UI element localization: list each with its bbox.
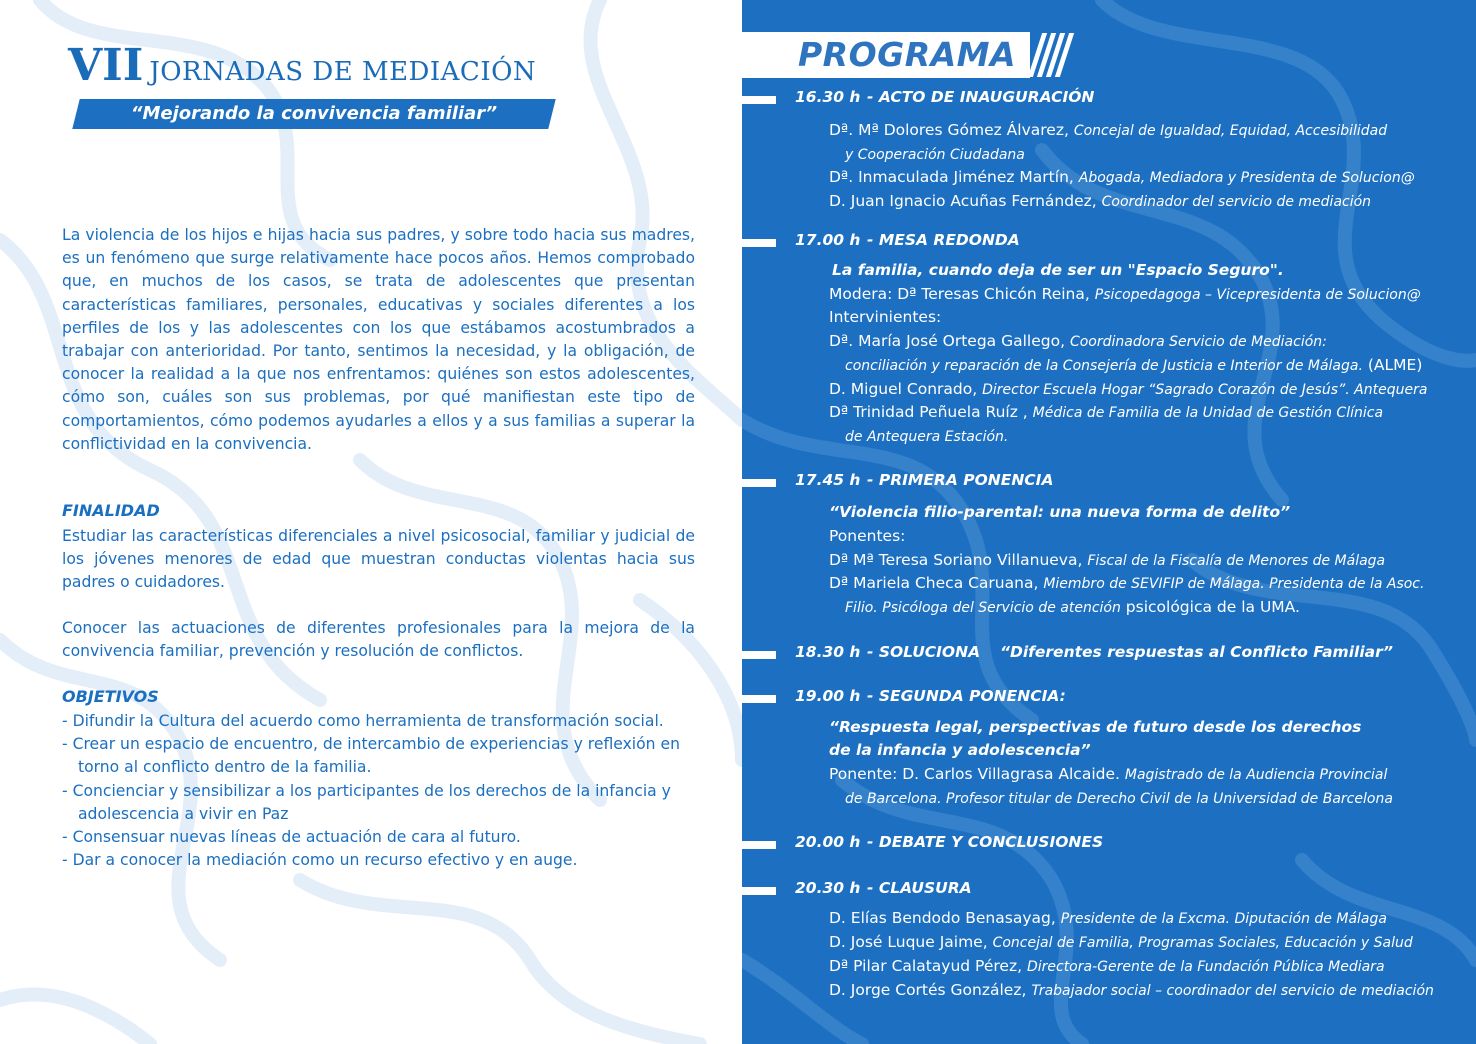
speaker-role: Magistrado de la Audiencia Provincial	[1124, 767, 1388, 783]
speaker-role: de Barcelona. Profesor titular de Derecho Civil de la Universidad de Barcelona	[845, 791, 1393, 807]
speaker-line	[829, 765, 1387, 783]
speaker-line	[845, 598, 1300, 616]
talk-title: “Respuesta legal, perspectivas de futuro desde los derechos	[829, 718, 1362, 736]
speaker-line	[829, 403, 1383, 421]
session-title: - PRIMERA PONENCIA	[867, 471, 1054, 489]
speaker-line	[829, 332, 1327, 350]
finalidad-heading: FINALIDAD	[62, 501, 160, 520]
speaker-org: psicológica de la UMA.	[1125, 598, 1300, 616]
session-time: 19.00 h	[795, 687, 861, 705]
finalidad-block-1	[62, 525, 695, 595]
speaker-line	[829, 168, 1415, 186]
intro-block	[62, 224, 695, 456]
session-time: 20.00 h	[795, 833, 861, 851]
speaker-role: conciliación y reparación de la Consejería de Justicia e Interior de Málaga.	[845, 358, 1363, 374]
session-marker	[742, 887, 776, 895]
objetivo-item: - Dar a conocer la mediación como un recurso efectivo y en auge.	[62, 851, 578, 870]
talk-title-line	[829, 741, 1091, 759]
session-time: 18.30 h	[795, 643, 861, 661]
talk-title-line	[829, 718, 1361, 736]
speaker-role: Filio. Psicóloga del Servicio de atención	[845, 600, 1121, 616]
talk-title-line	[832, 261, 1284, 279]
talk-title-line	[829, 503, 1290, 521]
speaker-name: Dª. Inmaculada Jiménez Martín,	[829, 168, 1074, 186]
speaker-label: Intervinientes:	[829, 308, 942, 326]
session-time: 17.00 h	[795, 231, 861, 249]
speaker-role: de Antequera Estación.	[845, 429, 1009, 445]
speaker-role: Concejal de Familia, Programas Sociales, Educación y Salud	[992, 935, 1413, 951]
finalidad-paragraph-1: Estudiar las características diferenciales a nivel psicosocial, familiar y judicial de los jóvenes menores de edad que muestran conductas violentas hacia sus padres o cuidadores.	[62, 527, 695, 592]
objetivo-item: - Concienciar y sensibilizar a los participantes de los derechos de la infancia y adolescencia a vivir en Paz	[62, 781, 671, 823]
speaker-name: Dª Pilar Calatayud Pérez,	[829, 957, 1023, 975]
session-marker	[742, 239, 776, 247]
session-marker	[742, 695, 776, 703]
session-title: - ACTO DE INAUGURACIÓN	[867, 88, 1095, 106]
objetivo-item: - Consensuar nuevas líneas de actuación de cara al futuro.	[62, 828, 521, 847]
event-subtitle: “Mejorando la convivencia familiar”	[130, 103, 498, 124]
speaker-name: Dª. Mª Dolores Gómez Álvarez,	[829, 121, 1069, 139]
speaker-role: Abogada, Mediadora y Presidenta de Solucion@	[1078, 170, 1415, 186]
objetivos-list	[62, 710, 702, 872]
speaker-role: Psicopedagoga – Vicepresidenta de Solucion@	[1094, 287, 1421, 303]
objetivo-item: - Crear un espacio de encuentro, de intercambio de experiencias y reflexión en torno al conflicto dentro de la familia.	[62, 735, 681, 777]
session-marker	[742, 479, 776, 487]
event-title	[68, 40, 536, 91]
session-time: 16.30 h	[795, 88, 861, 106]
right-page	[742, 0, 1476, 1044]
speaker-line	[829, 933, 1413, 951]
speaker-line	[829, 285, 1421, 303]
speaker-line	[829, 121, 1387, 139]
speaker-name: Dª. María José Ortega Gallego,	[829, 332, 1066, 350]
speaker-line	[829, 527, 905, 545]
intro-paragraph: La violencia de los hijos e hijas hacia sus padres, y sobre todo hacia sus madres, es un fenómeno que surge relativamente hace pocos años. Hemos comprobado que, en muchos de los casos, se trata de adolescentes que presentan características familiares, personales, educativas y sociales diferentes a los perfiles de los y las adolescentes con los que estábamos acostumbrados a trabajar con anterioridad. Por tanto, sentimos la necesidad, y la obligación, de conocer la realidad a la que nos enfrentamos: quiénes son estos adolescentes, cómo son, cuáles son sus problemas, por qué manifiestan este tipo de comportamientos, cómo podemos ayudarles a ellos y a sus familias a superar la conflictividad en la convivencia.	[62, 226, 695, 453]
speaker-line	[829, 551, 1385, 569]
speaker-role: Médica de Familia de la Unidad de Gestión Clínica	[1032, 405, 1384, 421]
session-title: - SEGUNDA PONENCIA:	[867, 687, 1066, 705]
speaker-name: D. José Luque Jaime,	[829, 933, 988, 951]
session-marker	[742, 96, 776, 104]
session-title: - SOLUCIONA	[867, 643, 981, 661]
speaker-name: Dª Trinidad Peñuela Ruíz ,	[829, 403, 1028, 421]
objetivo-item: - Difundir la Cultura del acuerdo como herramienta de transformación social.	[62, 712, 664, 730]
session-title: - CLAUSURA	[867, 879, 972, 897]
speaker-name: Dª Mª Teresa Soriano Villanueva,	[829, 551, 1083, 569]
speaker-role: Presidente de la Excma. Diputación de Málaga	[1060, 911, 1387, 927]
speaker-line	[829, 957, 1385, 975]
objetivos-heading: OBJETIVOS	[62, 687, 159, 706]
speaker-line	[845, 427, 1008, 445]
session-marker	[742, 841, 776, 849]
session-title: - DEBATE Y CONCLUSIONES	[867, 833, 1104, 851]
speaker-role: Directora-Gerente de la Fundación Pública Mediara	[1026, 959, 1385, 975]
speaker-name: D. Jorge Cortés González,	[829, 981, 1027, 999]
talk-title: de la infancia y adolescencia”	[829, 741, 1091, 759]
speaker-name: D. Miguel Conrado,	[829, 380, 978, 398]
speaker-name: Ponente: D. Carlos Villagrasa Alcaide.	[829, 765, 1120, 783]
speaker-org: (ALME)	[1367, 356, 1423, 374]
title-roman-numeral: VII	[68, 40, 144, 91]
talk-title: La familia, cuando deja de ser un "Espacio Seguro".	[832, 261, 1284, 279]
speaker-line	[845, 145, 1025, 163]
speaker-line	[845, 356, 1422, 374]
session-time: 17.45 h	[795, 471, 861, 489]
speaker-label: Ponentes:	[829, 527, 906, 545]
programa-heading: PROGRAMA	[798, 35, 1017, 74]
speaker-line	[829, 308, 941, 326]
talk-title: “Violencia filio-parental: una nueva forma de delito”	[829, 503, 1291, 521]
session-subtitle: “Diferentes respuestas al Conflicto Familiar”	[1000, 643, 1394, 661]
session-marker	[742, 651, 776, 659]
finalidad-block-2	[62, 617, 695, 663]
speaker-role: Coordinadora Servicio de Mediación:	[1069, 334, 1327, 350]
speaker-name: Dª Mariela Checa Caruana,	[829, 574, 1039, 592]
title-text: JORNADAS DE MEDIACIÓN	[149, 57, 537, 87]
speaker-name: D. Juan Ignacio Acuñas Fernández,	[829, 192, 1097, 210]
speaker-role: y Cooperación Ciudadana	[845, 147, 1025, 163]
speaker-name: D. Elías Bendodo Benasayag,	[829, 909, 1056, 927]
speaker-role: Concejal de Igualdad, Equidad, Accesibilidad	[1073, 123, 1388, 139]
speaker-line	[829, 192, 1371, 210]
speaker-role: Miembro de SEVIFIP de Málaga. Presidenta de la Asoc.	[1043, 576, 1425, 592]
speaker-name: Modera: Dª Teresas Chicón Reina,	[829, 285, 1090, 303]
session-title: - MESA REDONDA	[867, 231, 1020, 249]
speaker-line	[829, 981, 1434, 999]
speaker-line	[845, 789, 1393, 807]
session-time: 20.30 h	[795, 879, 861, 897]
finalidad-paragraph-2: Conocer las actuaciones de diferentes profesionales para la mejora de la convivencia familiar, prevención y resolución de conflictos.	[62, 619, 695, 661]
speaker-role: Director Escuela Hogar “Sagrado Corazón de Jesús”. Antequera	[982, 382, 1428, 398]
speaker-role: Coordinador del servicio de mediación	[1101, 194, 1372, 210]
speaker-line	[829, 909, 1387, 927]
speaker-role: Trabajador social – coordinador del servicio de mediación	[1031, 983, 1434, 999]
speaker-line	[829, 574, 1424, 592]
speaker-role: Fiscal de la Fiscalía de Menores de Málaga	[1087, 553, 1386, 569]
speaker-line	[829, 380, 1427, 398]
